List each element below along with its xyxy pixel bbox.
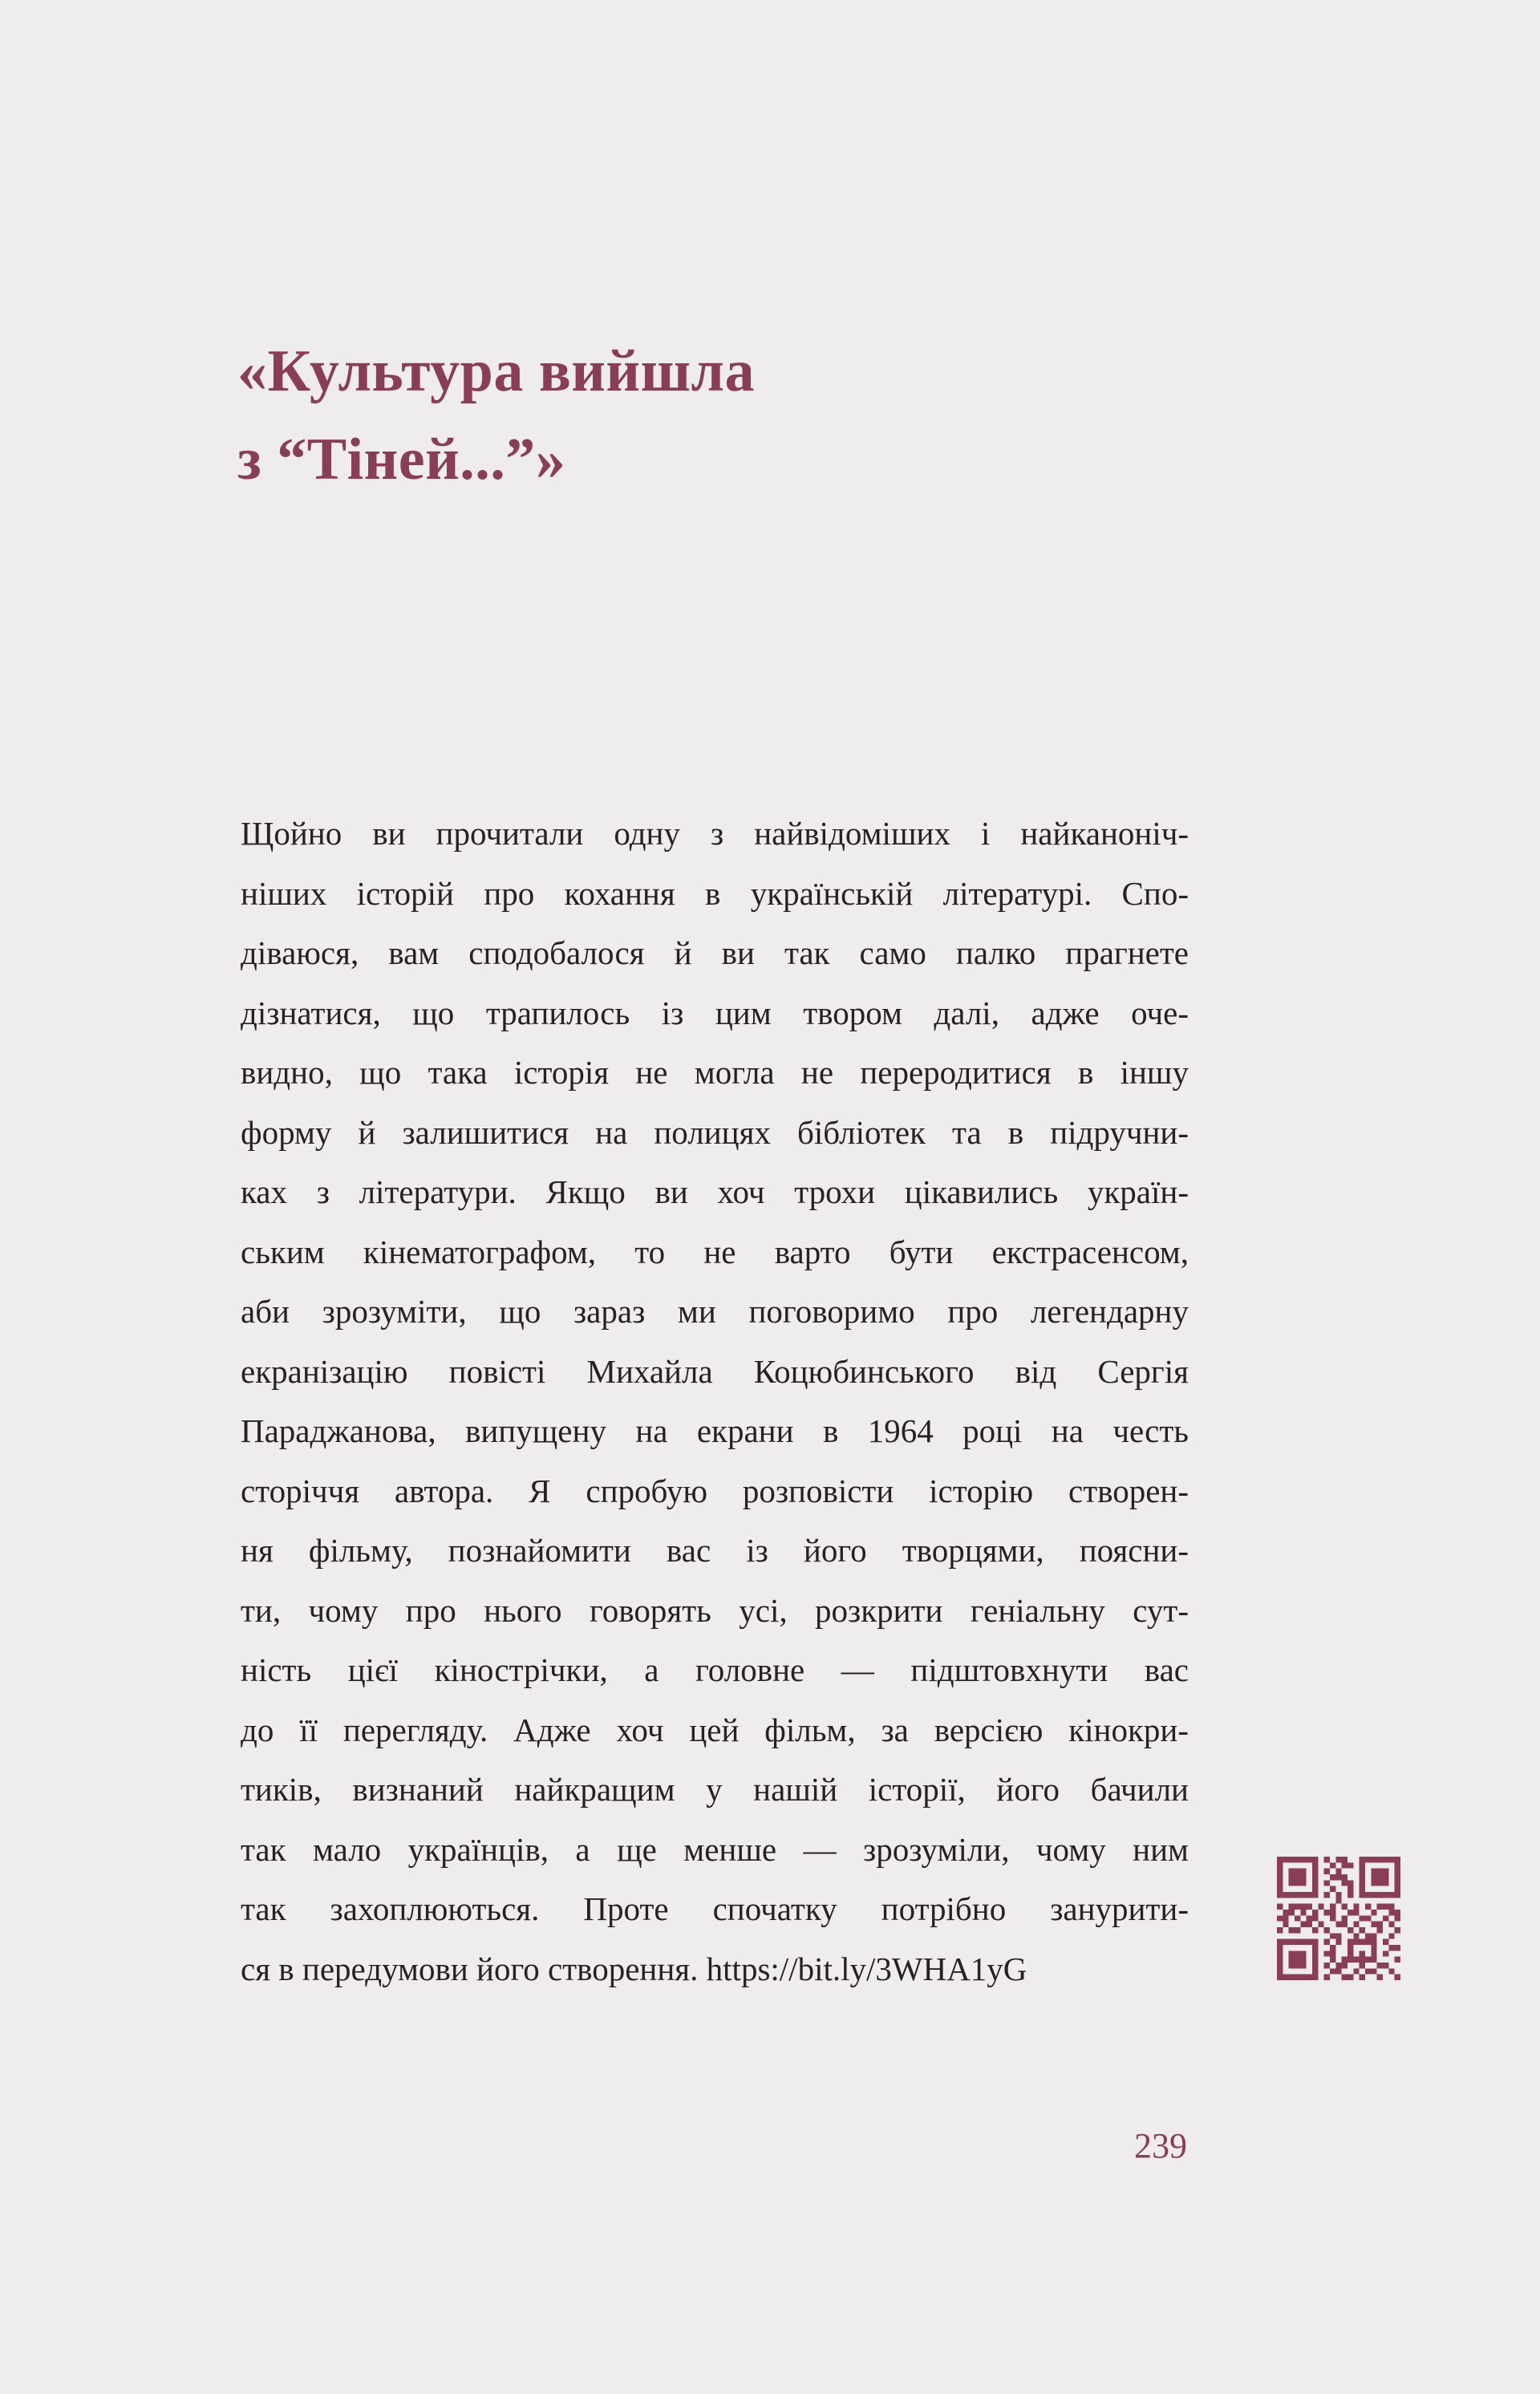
text-line: ність цієї кінострічки, а головне — підштовхнути вас xyxy=(241,1651,1189,1688)
text-line: ках з літератури. Якщо ви хоч трохи цікавились україн- xyxy=(241,1173,1189,1210)
text-line-last xyxy=(241,1939,1189,1999)
text-line: ніших історій про кохання в українській літературі. Спо- xyxy=(241,874,1189,912)
text-line: ня фільму, познайомити вас із його творцями, поясни- xyxy=(241,1532,1189,1569)
text-line: дізнатися, що трапилось із цим твором далі, адже оче- xyxy=(241,994,1189,1031)
text-line: екранізацію повісті Михайла Коцюбинського від Сергія xyxy=(241,1352,1189,1390)
text-line: ським кінематографом, то не варто бути екстрасенсом, xyxy=(241,1233,1189,1270)
text-line: Параджанова, випущену на екрани в 1964 році на честь xyxy=(241,1412,1189,1449)
text-line: сторіччя автора. Я спробую розповісти історію створен- xyxy=(241,1472,1189,1509)
text-line: так захоплюються. Проте спочатку потрібно занурити- xyxy=(241,1890,1189,1927)
text-line: форму й залишитися на полицях бібліотек та в підручни- xyxy=(241,1113,1189,1151)
text-line: діваюся, вам сподобалося й ви так само палко прагнете xyxy=(241,934,1189,971)
chapter-title-line-1: «Культура вийшла xyxy=(237,338,756,404)
qr-code-icon[interactable] xyxy=(1277,1857,1400,1980)
text-line: аби зрозуміти, що зараз ми поговоримо про легендарну xyxy=(241,1293,1189,1330)
text-line: Щойно ви прочитали одну з найвідоміших і найканоніч- xyxy=(241,815,1189,852)
page-number: 239 xyxy=(1134,2126,1187,2165)
text-line: тиків, визнаний найкращим у нашій історії, його бачили xyxy=(241,1771,1189,1808)
text-line-last-content: ся в передумови його створення. xyxy=(241,1950,707,1987)
video-link[interactable]: https://bit.ly/3WHA1yG xyxy=(706,1950,1027,1987)
text-line: так мало українців, а ще менше — зрозуміли, чому ним xyxy=(241,1830,1189,1868)
text-line: ти, чому про нього говорять усі, розкрити геніальну сут- xyxy=(241,1591,1189,1629)
text-line: видно, що така історія не могла не переродитися в іншу xyxy=(241,1054,1189,1091)
chapter-title xyxy=(237,327,959,504)
text-line: до її перегляду. Адже хоч цей фільм, за версією кінокри- xyxy=(241,1711,1189,1748)
chapter-title-line-2: з “Тіней...”» xyxy=(237,427,566,492)
body-paragraph xyxy=(241,804,1189,1999)
